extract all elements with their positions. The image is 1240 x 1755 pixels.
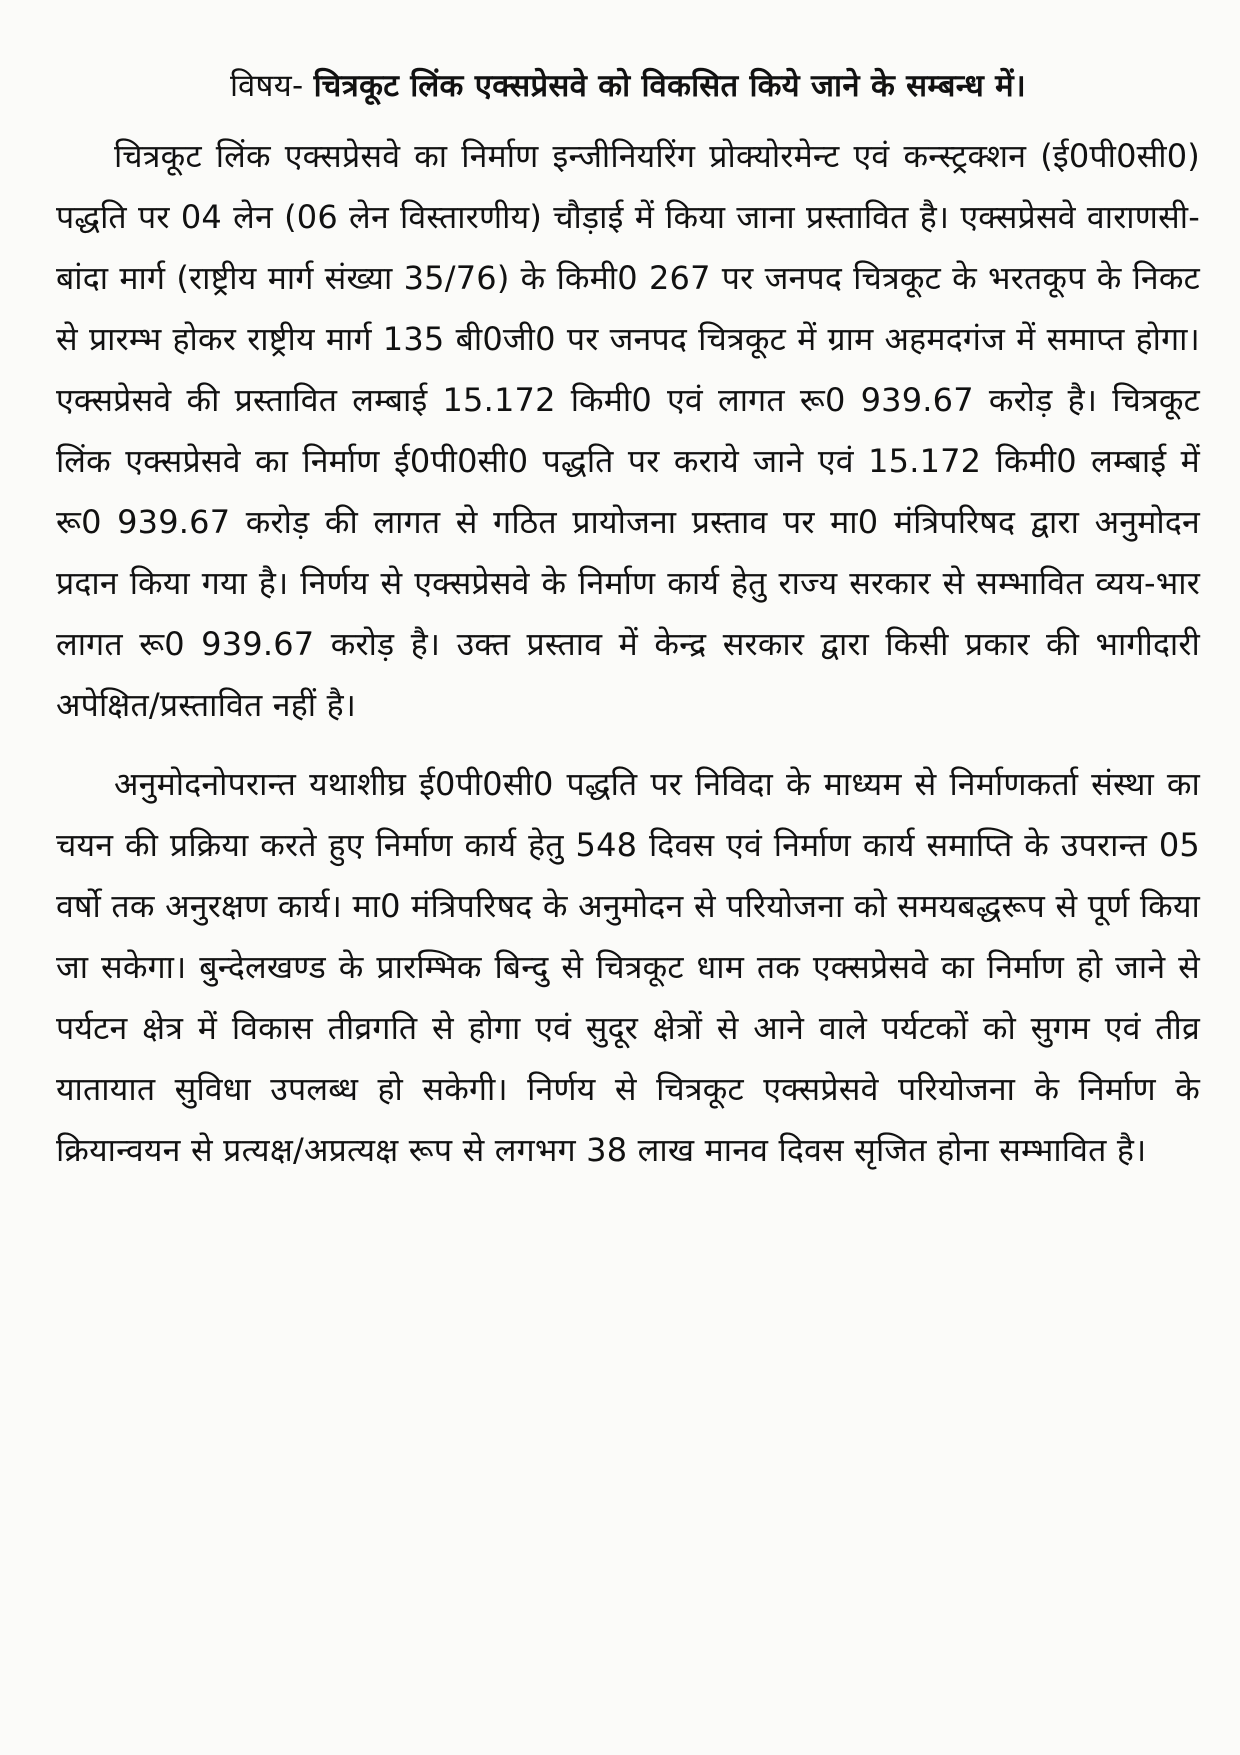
paragraph-benefits: अनुमोदनोपरान्त यथाशीघ्र ई0पी0सी0 पद्धति पर निविदा के माध्यम से निर्माणकर्ता संस्था का चयन की प्रक्रिया करते हुए निर्माण कार्य हेतु 548 दिवस एवं निर्माण कार्य समाप्ति के उपरान्त 05 वर्षो तक अनुरक्षण कार्य। मा0 मंत्रिपरिषद के अनुमोदन से परियोजना को समयबद्धरूप से पूर्ण किया जा सकेगा। बुन्देलखण्ड के प्रारम्भिक बिन्दु से चित्रकूट धाम तक एक्सप्रेसवे का निर्माण हो जाने से पर्यटन क्षेत्र में विकास तीव्रगति से होगा एवं सुदूर क्षेत्रों से आने वाले पर्यटकों को सुगम एवं तीव्र यातायात सुविधा उपलब्ध हो सकेगी। निर्णय से चित्रकूट एक्सप्रेसवे परियोजना के निर्माण के क्रियान्वयन से प्रत्यक्ष/अप्रत्यक्ष रूप से लगभग 38 लाख मानव दिवस सृजित होना सम्भावित है। [56, 765, 1200, 1169]
paragraph-project-details: चित्रकूट लिंक एक्सप्रेसवे का निर्माण इन्जीनियरिंग प्रोक्योरमेन्ट एवं कन्स्ट्रक्शन (ई0पी0सी0) पद्धति पर 04 लेन (06 लेन विस्तारणीय) चौड़ाई में किया जाना प्रस्तावित है। एक्सप्रेसवे वाराणसी-बांदा मार्ग (राष्ट्रीय मार्ग संख्या 35/76) के किमी0 267 पर जनपद चित्रकूट के भरतकूप के निकट से प्रारम्भ होकर राष्ट्रीय मार्ग 135 बी0जी0 पर जनपद चित्रकूट में ग्राम अहमदगंज में समाप्त होगा। एक्सप्रेसवे की प्रस्तावित लम्बाई 15.172 किमी0 एवं लागत रू0 939.67 करोड़ है। चित्रकूट लिंक एक्सप्रेसवे का निर्माण ई0पी0सी0 पद्धति पर कराये जाने एवं 15.172 किमी0 लम्बाई में रू0 939.67 करोड़ की लागत से गठित प्रायोजना प्रस्ताव पर मा0 मंत्रिपरिषद द्वारा अनुमोदन प्रदान किया गया है। निर्णय से एक्सप्रेसवे के निर्माण कार्य हेतु राज्य सरकार से सम्भावित व्यय-भार लागत रू0 939.67 करोड़ है। उक्त प्रस्ताव में केन्द्र सरकार द्वारा किसी प्रकार की भागीदारी अपेक्षित/प्रस्तावित नहीं है। [56, 137, 1200, 724]
subject-text: चित्रकूट लिंक एक्सप्रेसवे को विकसित किये जाने के सम्बन्ध में। [313, 68, 1027, 104]
subject-label: विषय- [229, 68, 304, 104]
subject-line [56, 56, 1200, 116]
